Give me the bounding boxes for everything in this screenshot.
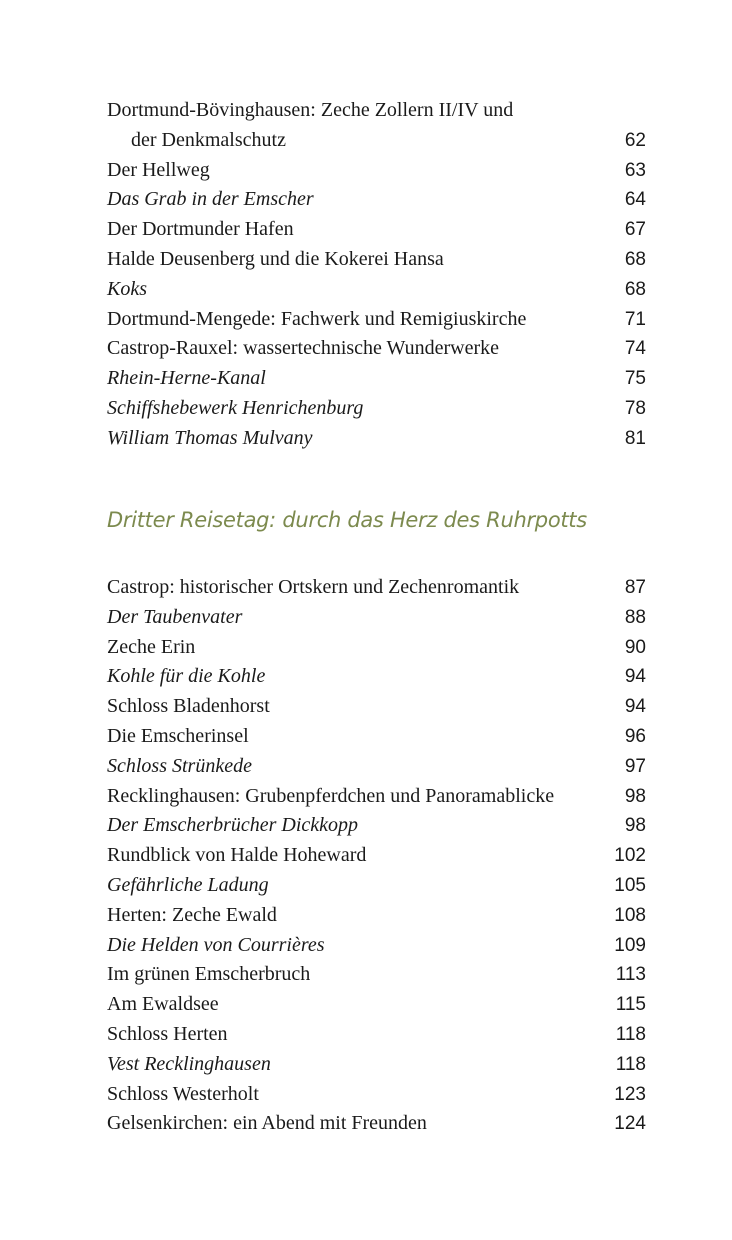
toc-entry-title: Herten: Zeche Ewald [107, 903, 277, 926]
toc-entry [107, 334, 646, 364]
toc-entry-title: Gelsenkirchen: ein Abend mit Freunden [107, 1112, 427, 1135]
toc-entry-page-number: 78 [624, 397, 646, 419]
toc-entry-title: Schloss Bladenhorst [107, 695, 270, 718]
toc-entry-title: Im grünen Emscherbruch [107, 963, 311, 986]
toc-entry-page-number: 98 [624, 785, 646, 807]
toc-entry-title-wrap [107, 245, 444, 275]
toc-entry-title-wrap [107, 662, 265, 692]
toc-entry-title: Dortmund-Mengede: Fachwerk und Remigiuskirche [107, 307, 527, 330]
toc-entry [107, 1080, 646, 1110]
toc-entry-page-number: 87 [624, 577, 646, 598]
toc-entry-title: Die Helden von Courrières [107, 933, 325, 956]
toc-entry-page-number: 124 [614, 1113, 646, 1135]
toc-entry [107, 185, 646, 215]
toc-entry-page-number: 62 [624, 129, 646, 151]
toc-entry-page-number: 64 [624, 189, 646, 211]
toc-entry-title-wrap [107, 364, 266, 394]
toc-entry-title: Schloss Westerholt [107, 1082, 259, 1105]
toc-list-dritter-reisetag [107, 573, 646, 1139]
toc-entry-title-wrap [107, 1080, 259, 1110]
toc-entry-title: Rhein-Herne-Kanal [107, 367, 266, 390]
toc-entry-title: Schloss Herten [107, 1022, 228, 1045]
toc-entry [107, 811, 646, 841]
toc-entry-title: Der Emscherbrücher Dickkopp [107, 814, 359, 837]
toc-entry [107, 960, 646, 990]
toc-entry-title-wrap [107, 841, 366, 871]
toc-entry-title-wrap [107, 960, 310, 990]
toc-entry-page-number: 118 [615, 1053, 646, 1075]
toc-entry-title-wrap [107, 811, 358, 841]
toc-entry-title-wrap [107, 156, 210, 186]
toc-entry-title-wrap [107, 424, 313, 454]
toc-entry-title-wrap [107, 633, 195, 663]
toc-entry-title-wrap [107, 782, 554, 812]
toc-entry-title-wrap [107, 901, 277, 931]
toc-entry [107, 901, 646, 931]
toc-entry-title: Castrop-Rauxel: wassertechnische Wunderwerke [107, 337, 500, 360]
toc-entry-page-number: 115 [615, 994, 646, 1016]
toc-entry [107, 245, 646, 275]
toc-entry-title-wrap [107, 1020, 228, 1050]
toc-entry [107, 633, 646, 663]
toc-entry-title-wrap [107, 603, 242, 633]
section-heading: Dritter Reisetag: durch das Herz des Ruhrpotts [107, 508, 587, 532]
toc-entry [107, 782, 646, 812]
toc-entry [107, 215, 646, 245]
toc-entry-page-number: 94 [624, 696, 646, 718]
toc-entry-title-wrap [107, 573, 519, 603]
toc-entry [107, 931, 646, 961]
toc-entry-page-number: 67 [624, 219, 646, 241]
toc-entry-page-number: 98 [624, 815, 646, 837]
toc-entry-title: Der Taubenvater [107, 605, 243, 628]
toc-entry-title-wrap [107, 1109, 427, 1139]
toc-entry [107, 990, 646, 1020]
toc-entry-title: Das Grab in der Emscher [107, 188, 314, 211]
toc-entry-title-wrap [107, 305, 526, 335]
toc-entry-page-number: 105 [614, 874, 646, 896]
toc-entry [107, 722, 646, 752]
toc-entry [107, 275, 646, 305]
toc-entry-title: Koks [107, 277, 147, 300]
toc-list-continued [107, 96, 646, 454]
toc-entry [107, 394, 646, 424]
toc-entry-page-number: 113 [615, 964, 646, 986]
toc-entry-page-number: 68 [624, 248, 646, 270]
toc-entry-title: William Thomas Mulvany [107, 426, 313, 449]
toc-entry-title-wrap [107, 722, 249, 752]
toc-entry-page-number: 94 [624, 666, 646, 688]
toc-entry-page-number: 97 [624, 755, 646, 777]
toc-entry [107, 692, 646, 722]
toc-entry-title: Rundblick von Halde Hoheward [107, 844, 367, 867]
toc-entry-page-number: 118 [615, 1023, 646, 1045]
toc-entry-title-continuation: der Denkmalschutz [131, 128, 286, 151]
toc-entry-title: Der Hellweg [107, 158, 210, 181]
toc-entry-title-wrap [107, 931, 325, 961]
toc-entry [107, 1109, 646, 1139]
toc-entry-title: Die Emscherinsel [107, 724, 249, 747]
toc-entry-title: Dortmund-Bövinghausen: Zeche Zollern II/IV und [107, 99, 514, 121]
toc-entry-title-wrap [107, 394, 363, 424]
toc-entry [107, 871, 646, 901]
toc-entry-page-number: 90 [624, 636, 646, 658]
toc-entry [107, 156, 646, 186]
toc-entry-title-wrap [107, 334, 499, 364]
toc-entry-title-wrap [107, 215, 294, 245]
toc-entry-title: Schloss Strünkede [107, 754, 252, 777]
toc-entry-title-wrap [107, 990, 219, 1020]
toc-entry [107, 841, 646, 871]
toc-entry-page-number: 81 [624, 427, 646, 449]
toc-entry-page-number: 63 [624, 159, 646, 181]
toc-entry-title: Gefährliche Ladung [107, 873, 269, 896]
toc-entry-title-wrap [107, 692, 270, 722]
toc-entry-title-wrap [107, 1050, 271, 1080]
toc-entry [107, 1020, 646, 1050]
toc-entry-title-wrap [107, 752, 252, 782]
toc-entry-page-number: 108 [614, 904, 646, 926]
toc-entry-page-number: 96 [624, 725, 646, 747]
toc-entry-page-number: 74 [624, 338, 646, 360]
toc-entry [107, 424, 646, 454]
toc-entry-page-number: 75 [624, 368, 646, 390]
toc-entry-page-number: 109 [614, 934, 646, 956]
toc-entry [107, 305, 646, 335]
toc-entry [107, 603, 646, 633]
toc-entry-title: Vest Recklinghausen [107, 1052, 271, 1075]
toc-entry-title-wrap [107, 275, 147, 305]
toc-entry-page-number: 123 [614, 1083, 646, 1105]
toc-entry [107, 1050, 646, 1080]
toc-entry [107, 752, 646, 782]
toc-entry-page-number: 88 [624, 606, 646, 628]
toc-entry-title: Schiffshebewerk Henrichenburg [107, 396, 364, 419]
toc-entry-title: Zeche Erin [107, 635, 196, 658]
toc-entry-page-number: 71 [624, 308, 646, 330]
toc-entry [107, 364, 646, 394]
toc-entry-title: Kohle für die Kohle [107, 665, 266, 688]
toc-entry-title-wrap [107, 185, 314, 215]
toc-entry-page-number: 68 [624, 278, 646, 300]
toc-entry-title: Am Ewaldsee [107, 993, 219, 1016]
toc-entry-title-wrap [107, 871, 269, 901]
toc-entry-title: Der Dortmunder Hafen [107, 218, 294, 241]
toc-entry-title: Halde Deusenberg und die Kokerei Hansa [107, 247, 444, 270]
toc-entry-title: Castrop: historischer Ortskern und Zechenromantik [107, 576, 520, 598]
toc-entry-page-number: 102 [614, 845, 646, 867]
toc-entry [107, 573, 646, 603]
toc-entry [107, 662, 646, 692]
toc-entry-title: Recklinghausen: Grubenpferdchen und Panoramablicke [107, 784, 555, 807]
toc-entry-title-wrap [107, 96, 513, 156]
toc-entry [107, 96, 646, 156]
